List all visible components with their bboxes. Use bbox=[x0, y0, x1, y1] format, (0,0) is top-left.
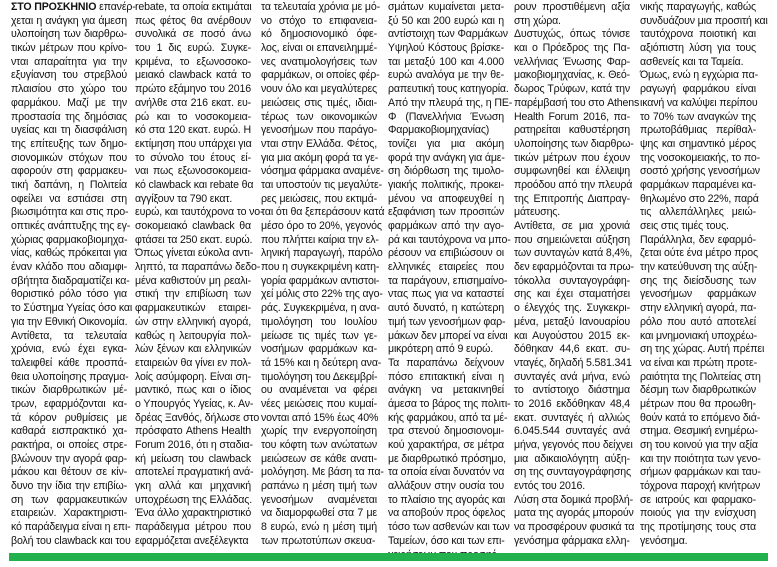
text-line: τικών διαρθρωτικών μέ- bbox=[11, 384, 127, 397]
text-line: των πρωτοτύπων σκευα- bbox=[261, 534, 376, 547]
text-line: ματα της αγοράς μπορούν bbox=[514, 507, 634, 520]
text-line: παρέμβασή του στο Athens bbox=[514, 96, 640, 109]
text-line: τόχρονα παροχή κινήτρων bbox=[640, 480, 761, 493]
text-line: νίας, καθώς πρόκειται για bbox=[11, 247, 127, 260]
text-line: Health Forum 2016, πα- bbox=[514, 110, 630, 123]
text-line: μένου να αποφευχθεί η bbox=[388, 192, 504, 205]
text-line: τόκολλα συνταγογράφη- bbox=[514, 274, 630, 287]
lead-in-heading: ΣΤΟ ΠΡΟΣΚΗΝΙΟ bbox=[11, 1, 97, 13]
text-line: αφορούν στη φαρμακευ- bbox=[11, 165, 127, 178]
text-line: ευρώ, και ταυτόχρονα το νο- bbox=[135, 206, 264, 219]
text-line: σης της διείσδυσης των bbox=[640, 274, 756, 287]
text-line: Υψηλού Κόστους βρίσκε- bbox=[388, 42, 504, 55]
text-line: Από την πλευρά της, η ΠΕ- bbox=[388, 96, 513, 109]
text-line: πως φέτος θα ανέρθουν bbox=[135, 14, 251, 27]
text-line: για μια ακόμη φορά τα γε- bbox=[261, 151, 379, 164]
text-line: το Σύστημα Υγείας όσο και bbox=[11, 302, 133, 315]
text-line: Forum 2016, ότι η σταδια- bbox=[135, 439, 253, 451]
text-line: γενόσημα. bbox=[640, 534, 688, 547]
text-line: ρά και ταυτόχρονα να μπο- bbox=[388, 233, 511, 246]
text-line: καθώς η λειτουργία πολ- bbox=[135, 329, 251, 342]
text-line: δέσμη των διαρθρωτικών bbox=[640, 384, 756, 397]
text-line: ρακτήρα, οι οποίες στρε- bbox=[11, 439, 127, 451]
text-line: που η συγκεκριμένη κατη- bbox=[261, 261, 380, 274]
text-line: πρώτο εξάμηνο του 2016 bbox=[135, 83, 251, 96]
text-line: εταιρειών θα γίνει εν πολ- bbox=[135, 356, 251, 369]
text-line: ευρώ αναλόγα με την θε- bbox=[388, 69, 504, 82]
text-line: παράδειγμα μέτρου που bbox=[135, 521, 251, 534]
text-line: τικών μέτρων που κρίνο- bbox=[11, 42, 127, 55]
text-line: χρόνια, ενώ έχει εγκα- bbox=[11, 343, 127, 356]
text-line: το σύνολο του έτους εί- bbox=[135, 151, 251, 164]
text-line: τά 15% και η δεύτερη ανα- bbox=[261, 356, 382, 369]
text-line: εφαρμόζεται ανεξέλεγκτα bbox=[135, 534, 249, 547]
text-line: θούν κατά το επόμενο διά- bbox=[640, 411, 761, 424]
text-line: ρες μειώσεις, που εκτιμά- bbox=[261, 192, 377, 205]
text-line: μένα καθιστούν μη ρεαλι- bbox=[135, 274, 251, 287]
text-line: τα τελευταία χρόνια με μό- bbox=[261, 1, 380, 13]
text-line: τόσο των ασθενών και των bbox=[388, 521, 510, 534]
text-line: μειακό clawback κατά το bbox=[135, 69, 251, 82]
text-line: Όπως γίνεται εύκολα αντι- bbox=[135, 247, 254, 260]
text-line: ξύ 50 και 200 ευρώ και η bbox=[388, 14, 504, 27]
text-line: φαρμάκων παραμένει κα- bbox=[640, 178, 757, 191]
text-line: φαρμάκων από την αγο- bbox=[388, 220, 504, 232]
text-line: 8 ευρώ, ενώ η μέση τιμή bbox=[261, 521, 377, 534]
text-line: νελλήνιας Ένωσης Φαρ- bbox=[514, 55, 630, 68]
text-line: λών ξένων και ελληνικών bbox=[135, 343, 251, 356]
text-line: αξιόπιστη λύση για τους bbox=[640, 42, 756, 55]
text-line: φτάσει τα 250 εκατ. ευρώ. bbox=[135, 233, 253, 246]
text-line: χεί μόλις στο 22% της αγο- bbox=[261, 288, 383, 301]
text-line: Λύση στα δομικά προβλή- bbox=[514, 493, 633, 506]
text-line: τιμολόγηση του Ιουλίου bbox=[261, 315, 377, 328]
text-line: ραπάνω η μέση τιμή των bbox=[261, 480, 377, 493]
text-line: rebate, τα οποία εκτιμάται bbox=[135, 1, 252, 13]
text-line: μάκων δεν μπορεί να είναι bbox=[388, 329, 508, 342]
text-line: μέτρων που θα προωθη- bbox=[640, 397, 756, 410]
text-line: ου αναμένεται να φέρει bbox=[261, 384, 377, 397]
text-line: εταιρειών. Χαρακτηριστι- bbox=[11, 507, 127, 520]
text-line: εκατ. συνταγές ή αλλιώς bbox=[514, 411, 630, 424]
text-line: αγγίξουν τα 790 εκατ. bbox=[135, 192, 233, 205]
text-line: ράς. Συγκεκριμένα, η ανα- bbox=[261, 302, 380, 315]
text-line: βολή του clawback και του bbox=[11, 534, 131, 547]
text-line: ληνική παραγωγή, παρόλο bbox=[261, 247, 383, 260]
text-line: τα οποία είναι δυνατόν να bbox=[388, 466, 505, 479]
text-line: την κατεύθυνση της αύξη- bbox=[640, 261, 758, 274]
text-line: δυνο την ίδια την επιβίω- bbox=[11, 480, 127, 493]
text-line: μακοβιομηχανίας, κ. Θεό- bbox=[514, 69, 630, 82]
text-line: ση του κοινού για την αξία bbox=[640, 439, 758, 451]
text-line: ο έλεγχός της. Συγκεκρι- bbox=[514, 302, 630, 315]
text-line: γορία φαρμάκων αντιστοι- bbox=[261, 274, 380, 287]
text-line: αλλάξουν στην ουσία του bbox=[388, 480, 504, 493]
text-line: ραπευτική τους κατηγορία. bbox=[388, 83, 509, 96]
text-line: μήνα, γεγονός που δείχνει bbox=[514, 439, 633, 451]
text-line: εντός του 2016. bbox=[514, 480, 586, 493]
green-footer-rule bbox=[9, 553, 768, 561]
text-line: νοσήμων φαρμάκων κα- bbox=[261, 343, 377, 356]
text-line: γκη αλλά και μηχανική bbox=[135, 480, 251, 493]
text-line: Φαρμακοβιομηχανίας) bbox=[388, 124, 490, 137]
text-line: οπτικές ανάπτυξης της εγ- bbox=[11, 220, 131, 232]
first-line bbox=[11, 1, 136, 15]
text-line: μαντικό, πως και ο ίδιος bbox=[135, 384, 251, 397]
text-line: πρωτοβάθμιας περίθαλ- bbox=[640, 124, 756, 137]
text-line: 6.045.544 συνταγές ανά bbox=[514, 425, 630, 438]
text-line: και ο Πρόεδρος της Πα- bbox=[514, 42, 630, 55]
text-line: θηλωμένο στο 22%, παρά bbox=[640, 192, 759, 205]
text-line: σε ιατρούς και φαρμακο- bbox=[640, 493, 756, 506]
text-line: συνολικά σε ποσό άνω bbox=[135, 28, 251, 41]
article-column-1 bbox=[11, 1, 136, 549]
text-line: στη χώρα. bbox=[514, 14, 561, 27]
text-line: και μνημονιακή υποχρέω- bbox=[640, 329, 758, 342]
text-line: στημα. Θεσμική ενημέρω- bbox=[640, 425, 758, 438]
text-line: ελληνικές εταιρείες που bbox=[388, 261, 504, 274]
text-line: με διαρθρωτικό πρόσημο, bbox=[388, 452, 506, 465]
text-line: άμεσα το βάρος της πολιτι- bbox=[388, 397, 511, 410]
text-line: δωρος Τρύφων, κατά την bbox=[514, 83, 630, 96]
text-line: ποιούς για την ενίσχυση bbox=[640, 507, 756, 520]
text-line: Ένα άλλο χαρακτηριστικό bbox=[135, 507, 252, 520]
text-line: φαρμάκων, οι οποίες φέρ- bbox=[261, 69, 380, 82]
text-line: τιμή των γενοσήμων φαρ- bbox=[388, 315, 506, 328]
text-line: ση της συνταγογράφησης bbox=[514, 466, 631, 479]
text-line: μέσο όρο το 20%, γεγονός bbox=[261, 220, 382, 232]
text-line: δεν εφαρμόζονται τα πρω- bbox=[514, 261, 634, 274]
text-line: ζεται ούτε ένα μέτρο προς bbox=[640, 247, 758, 260]
article-column-6 bbox=[640, 1, 768, 549]
text-line: πλαισίου στο χώρο του bbox=[11, 83, 127, 96]
text-line: νουν όλο και μεγαλύτερες bbox=[261, 83, 377, 96]
article-column-3 bbox=[261, 1, 385, 549]
text-line: και την ποιότητα των γενο- bbox=[640, 452, 761, 465]
text-line: υλοποίησης των διαρθρω- bbox=[514, 137, 634, 150]
text-line: το 2016 εκδόθηκαν 48,4 bbox=[514, 397, 630, 410]
text-line: ταλειφθεί κάθε προσπά- bbox=[11, 356, 127, 369]
text-line: ανάγκη να μετακινηθεί bbox=[388, 384, 504, 397]
text-line: σης και έχει σταματήσει bbox=[514, 288, 630, 301]
text-line: να προσφέρουν φυσικά τα bbox=[514, 521, 635, 534]
text-line: σβήτητα διαδραματίζει κα- bbox=[11, 274, 130, 287]
text-line: τικών μέτρων που έχουν bbox=[514, 151, 630, 164]
text-line: των συνταγών κατά 8,4%, bbox=[514, 247, 633, 260]
text-line: ψης και σημαντικό μέρος bbox=[640, 137, 756, 150]
article-column-4 bbox=[388, 1, 513, 549]
text-line: ση των φαρμακευτικών bbox=[11, 493, 127, 506]
first-line-text: επανέρ- bbox=[96, 1, 136, 13]
text-line: μικρότερη από 9 ευρώ. bbox=[388, 343, 494, 356]
text-line: στην ελληνική αγορά, πα- bbox=[640, 302, 757, 315]
text-line: ση διόρθωση της τιμολο- bbox=[388, 165, 504, 178]
text-line: χωρίς την ενεργοποίηση bbox=[261, 425, 377, 438]
text-line: το πλαίσιο της αγοράς και bbox=[388, 493, 506, 506]
text-line: οφείλει να εστιάσει στη bbox=[11, 192, 127, 205]
text-line: ικανή να καλύψει περίπου bbox=[640, 96, 758, 109]
text-line: γενόσημα φάρμακα ελλη- bbox=[514, 534, 630, 547]
text-line: τονίζει για μια ακόμη bbox=[388, 137, 504, 150]
text-line: ραγωγή φαρμάκου είναι bbox=[640, 83, 756, 96]
text-line: κριμένα, το εξωνοσοκο- bbox=[135, 55, 251, 68]
text-line: υποχρέωση της Ελλάδας. bbox=[135, 493, 253, 506]
text-line: μάκου και θέτουν σε κίν- bbox=[11, 466, 127, 479]
text-line: της Επιτροπής Διαπραγ- bbox=[514, 192, 630, 205]
text-line: κή μείωση του clawback bbox=[135, 452, 251, 465]
text-line: μείωσε τις τιμές των γε- bbox=[261, 329, 377, 342]
text-line: σοκομειακό clawback θα bbox=[135, 220, 251, 232]
text-line: δόθηκαν 44,6 εκατ. συ- bbox=[514, 343, 630, 356]
text-line: το 70% των αναγκών της bbox=[640, 110, 756, 123]
text-line: νόσημα φάρμακα αναμένε- bbox=[261, 165, 384, 178]
text-line: Αντίθετα, σε μια χρονιά bbox=[514, 220, 630, 232]
text-line: ρόλο που αυτό αποτελεί bbox=[640, 315, 756, 328]
text-line: Φ (Πανελλήνια Ένωση bbox=[388, 110, 504, 123]
text-line: μειώσεων σε κάθε ανατι- bbox=[261, 452, 377, 465]
text-line: κό παράδειγμα είναι η επι- bbox=[11, 521, 131, 534]
text-line: υγείας και τη διασφάλιση bbox=[11, 124, 127, 137]
text-line: και Αυγούστου 2015 εκ- bbox=[514, 329, 630, 342]
text-line: για την Εθνική Οικονομία. bbox=[11, 315, 128, 328]
text-line: έναν κλάδο που αδιαμφι- bbox=[11, 261, 127, 274]
text-line: φαρμακευτικών εταιρει- bbox=[135, 302, 251, 315]
text-line: μάτευσης. bbox=[514, 206, 561, 219]
text-line: πρόσφατο Athens Health bbox=[135, 425, 251, 438]
text-line: φορά την ανάγκη για άμε- bbox=[388, 151, 505, 164]
text-line: εξαφάνιση των προσιτών bbox=[388, 206, 504, 219]
text-line: ληπτό, τα παραπάνω δεδο- bbox=[135, 261, 261, 274]
text-line: ρώ και το νοσοκομεια- bbox=[135, 110, 251, 123]
text-line: νο στόχο το επιφανεια- bbox=[261, 14, 377, 27]
text-line: ρουν προστιθέμενη αξία bbox=[514, 1, 630, 13]
text-line: σμάτων κυμαίνεται μετα- bbox=[388, 1, 504, 13]
text-line: τική δαπάνη, η Πολιτεία bbox=[11, 178, 127, 191]
text-line: δρέας Ξανθός, δήλωσε στο bbox=[135, 411, 260, 424]
text-line: ασθενείς και τα Ταμεία. bbox=[640, 55, 744, 68]
text-line: μειώσεις στις τιμές, ιδιαι- bbox=[261, 96, 377, 109]
text-line: γενοσήμων φαρμάκων bbox=[640, 288, 756, 301]
text-line: ραιότητα της Πολιτείας στη bbox=[640, 370, 761, 383]
text-line: νέες μειώσεις που κυμαί- bbox=[261, 397, 377, 410]
text-line: ται ότι θα ξεπεράσουν κατά bbox=[261, 206, 385, 219]
text-line: συμφωνηθεί και έλλειψη bbox=[514, 165, 630, 178]
text-line: ντας πως για να καταστεί bbox=[388, 288, 504, 301]
text-line: κό clawback και rebate θα bbox=[135, 178, 254, 191]
text-line: μένα, μεταξύ Ιανουαρίου bbox=[514, 315, 630, 328]
text-line: τρα στενού δημοσιονομι- bbox=[388, 425, 504, 438]
text-line: του κόφτη των ανώτατων bbox=[261, 439, 377, 451]
text-line: που σημειώνεται αύξηση bbox=[514, 233, 630, 246]
text-line: θοριστικό ρόλο τόσο για bbox=[11, 288, 127, 301]
text-line: ται μεταξύ 100 και 4.000 bbox=[388, 55, 504, 68]
text-line: αντίστοιχη των Φαρμάκων bbox=[388, 28, 508, 41]
text-line: σεις στις τιμές τους. bbox=[640, 220, 729, 232]
text-line: μολόγηση. Με βάση τα πα- bbox=[261, 466, 384, 479]
text-line: φαρμάκου. Μαζί με την bbox=[11, 96, 127, 109]
text-line: κό δημοσιονομικό όφε- bbox=[261, 28, 377, 41]
text-line: ανήλθε στα 216 εκατ. ευ- bbox=[135, 96, 251, 109]
text-line: εξυγίανση του στρεβλού bbox=[11, 69, 127, 82]
text-line: χώριας φαρμακοβιομηχα- bbox=[11, 233, 128, 246]
text-line: κού χαρακτήρα, σε μέτρα bbox=[388, 439, 504, 451]
text-line: κό στα 120 εκατ. ευρώ. Η bbox=[135, 124, 251, 137]
text-line: εκτίμηση που υπάρχει για bbox=[135, 137, 252, 150]
text-line: σιονομικών στόχων που bbox=[11, 151, 127, 164]
text-line: Παράλληλα, δεν εφαρμό- bbox=[640, 233, 756, 246]
text-line: να αποβούν προς όφελος bbox=[388, 507, 506, 520]
text-line: νικής παραγωγής, καθώς bbox=[640, 1, 756, 13]
text-line: της προτίμησης τους στα bbox=[640, 521, 756, 534]
text-line: χεται η ανάγκη για άμεση bbox=[11, 14, 127, 27]
text-line: αυτό δυνατό, η κατώτερη bbox=[388, 302, 504, 315]
text-line: αποτελεί πραγματική ανά- bbox=[135, 466, 254, 479]
text-line: καθαρά εισπρακτικό χα- bbox=[11, 425, 127, 438]
text-line: νονται από 15% έως 40% bbox=[261, 411, 379, 424]
text-line: κής φαρμάκου, από τα μέ- bbox=[388, 411, 508, 424]
text-line: Αντίθετα, τα τελευταία bbox=[11, 329, 127, 342]
text-line: Όμως, ενώ η εγχώρια πα- bbox=[640, 69, 759, 82]
text-line: λος, είναι οι επανειλημμέ- bbox=[261, 42, 377, 55]
text-line: ών στην ελληνική αγορά, bbox=[135, 315, 251, 328]
text-line: τά κόρον ρυθμίσεις με bbox=[11, 411, 127, 424]
text-line: θεια υλοποίησης πραγμα- bbox=[11, 370, 129, 383]
text-line: συνταγές ανά μήνα, ενώ bbox=[514, 370, 630, 383]
text-line: Ταμείων, όσο και των επι- bbox=[388, 534, 505, 547]
text-line: προόδου από την πλευρά bbox=[514, 178, 633, 191]
text-line: Δυστυχώς, όπως τόνισε bbox=[514, 28, 630, 41]
text-line: βιωσιμότητα και στις προ- bbox=[11, 206, 129, 219]
text-line: ναι πως εξωνοσοκομεια- bbox=[135, 165, 251, 178]
text-line: να είναι και πρώτη προτε- bbox=[640, 356, 757, 369]
text-line: ται υποστούν τις μεγαλύτε- bbox=[261, 178, 383, 191]
text-line: ρατηρείται καθυστέρηση bbox=[514, 124, 630, 137]
text-line: τα παράγουν, επισημαίνο- bbox=[388, 274, 508, 287]
text-line: νται στην Ελλάδα. Φέτος, bbox=[261, 137, 377, 150]
text-line: σοστό χρήσης γενοσήμων bbox=[640, 165, 760, 178]
article-column-5 bbox=[514, 1, 640, 549]
text-line: νες ανατιμολογήσεις των bbox=[261, 55, 377, 68]
text-line: νται απαραίτητα για την bbox=[11, 55, 127, 68]
text-line: του 1 δις ευρώ. Συγκε- bbox=[135, 42, 251, 55]
text-line: το αντίστοιχο διάστημα bbox=[514, 384, 630, 397]
text-line: μια αδικαιολόγητη αύξη- bbox=[514, 452, 630, 465]
text-line: προστασία της δημόσιας bbox=[11, 110, 127, 123]
text-line: βλώνουν την αγορά φαρ- bbox=[11, 452, 127, 465]
text-line: τρων, εφαρμόζονται κα- bbox=[11, 397, 127, 410]
text-line: τιμολόγηση του Δεκεμβρί- bbox=[261, 370, 378, 383]
text-line: συνδυάζουν μια προσιτή και bbox=[640, 14, 768, 27]
text-line: γιακής πολιτικής, προκει- bbox=[388, 178, 504, 191]
text-line: Τα παραπάνω δείχνουν bbox=[388, 356, 504, 369]
text-line: της επίτευξης των δημο- bbox=[11, 137, 127, 150]
text-line: ταυτόχρονα ποιοτική και bbox=[640, 28, 756, 41]
text-line: υλοποίηση των διαρθρω- bbox=[11, 28, 127, 41]
text-line: να διαμορφωθεί στα 7 με bbox=[261, 507, 377, 520]
text-line: στική την επιβίωση των bbox=[135, 288, 251, 301]
text-line: πόσο επιτακτική είναι η bbox=[388, 370, 504, 383]
article-column-2 bbox=[135, 1, 264, 549]
text-line: νταγές, δηλαδή 5.581.341 bbox=[514, 356, 632, 369]
text-line: ση της χώρας. Αυτή πρέπει bbox=[640, 343, 765, 356]
text-line: ο Υπουργός Υγείας, κ. Αν- bbox=[135, 397, 254, 410]
text-line: ρέσουν να επιβιώσουν οι bbox=[388, 247, 504, 260]
text-line: τις αλλεπάλληλες μειώ- bbox=[640, 206, 756, 219]
text-line: σήμων φαρμάκων και ταυ- bbox=[640, 466, 761, 479]
text-line: της νοσοκομειακής, το πο- bbox=[640, 151, 760, 164]
text-line: γενοσήμων που παράγο- bbox=[261, 124, 377, 137]
text-line: τέρως των οικονομικών bbox=[261, 110, 377, 123]
text-line: γενοσήμων αναμένεται bbox=[261, 493, 377, 506]
text-line: λοίς ασύμφορη. Είναι ση- bbox=[135, 370, 251, 383]
text-line: που πλήττει καίρια την ελ- bbox=[261, 233, 379, 246]
